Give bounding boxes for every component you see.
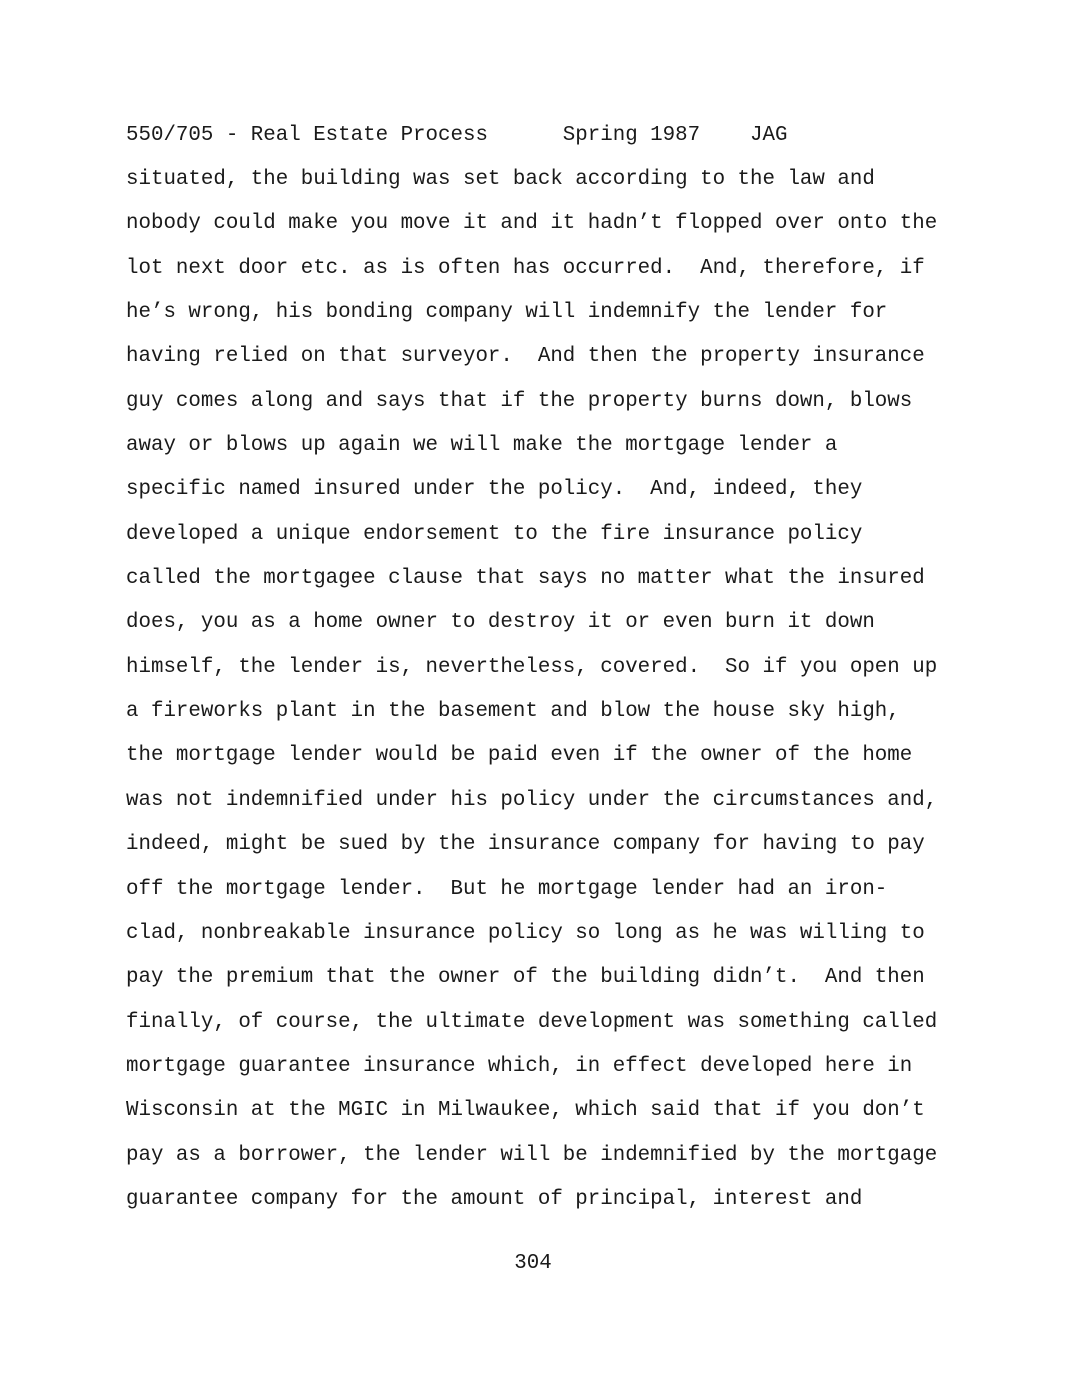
text-line: he’s wrong, his bonding company will indemnify the lender for — [126, 301, 888, 325]
text-line: himself, the lender is, nevertheless, covered. So if you open up — [126, 655, 938, 679]
text-line: guarantee company for the amount of principal, interest and — [126, 1187, 863, 1211]
text-line: specific named insured under the policy. And, indeed, they — [126, 478, 863, 502]
body-text — [126, 166, 937, 1230]
text-line: off the mortgage lender. But he mortgage lender had an iron- — [126, 877, 888, 901]
text-line: indeed, might be sued by the insurance company for having to pay — [126, 833, 925, 857]
text-line: guy comes along and says that if the property burns down, blows — [126, 389, 913, 413]
text-line: the mortgage lender would be paid even if the owner of the home — [126, 744, 913, 768]
text-line: nobody could make you move it and it hadn’t flopped over onto the — [126, 212, 938, 236]
text-line: does, you as a home owner to destroy it or even burn it down — [126, 611, 875, 635]
page-number: 304 — [514, 1252, 552, 1275]
text-line: was not indemnified under his policy under the circumstances and, — [126, 788, 938, 812]
text-line: mortgage guarantee insurance which, in effect developed here in — [126, 1054, 913, 1078]
text-line: a fireworks plant in the basement and blow the house sky high, — [126, 700, 900, 724]
text-line: situated, the building was set back according to the law and — [126, 168, 875, 191]
text-line: called the mortgagee clause that says no matter what the insured — [126, 567, 925, 591]
text-line: pay the premium that the owner of the building didn’t. And then — [126, 966, 925, 990]
text-line: away or blows up again we will make the mortgage lender a — [126, 434, 838, 458]
text-line: finally, of course, the ultimate development was something called — [126, 1010, 938, 1034]
page-header: 550/705 - Real Estate Process Spring 1987 JAG — [126, 124, 788, 147]
text-line: having relied on that surveyor. And then the property insurance — [126, 345, 925, 369]
text-line: Wisconsin at the MGIC in Milwaukee, which said that if you don’t — [126, 1099, 925, 1123]
text-line: clad, nonbreakable insurance policy so long as he was willing to — [126, 921, 925, 945]
text-line: developed a unique endorsement to the fire insurance policy — [126, 522, 863, 546]
text-line: pay as a borrower, the lender will be indemnified by the mortgage — [126, 1143, 938, 1167]
text-line: lot next door etc. as is often has occurred. And, therefore, if — [126, 256, 925, 280]
